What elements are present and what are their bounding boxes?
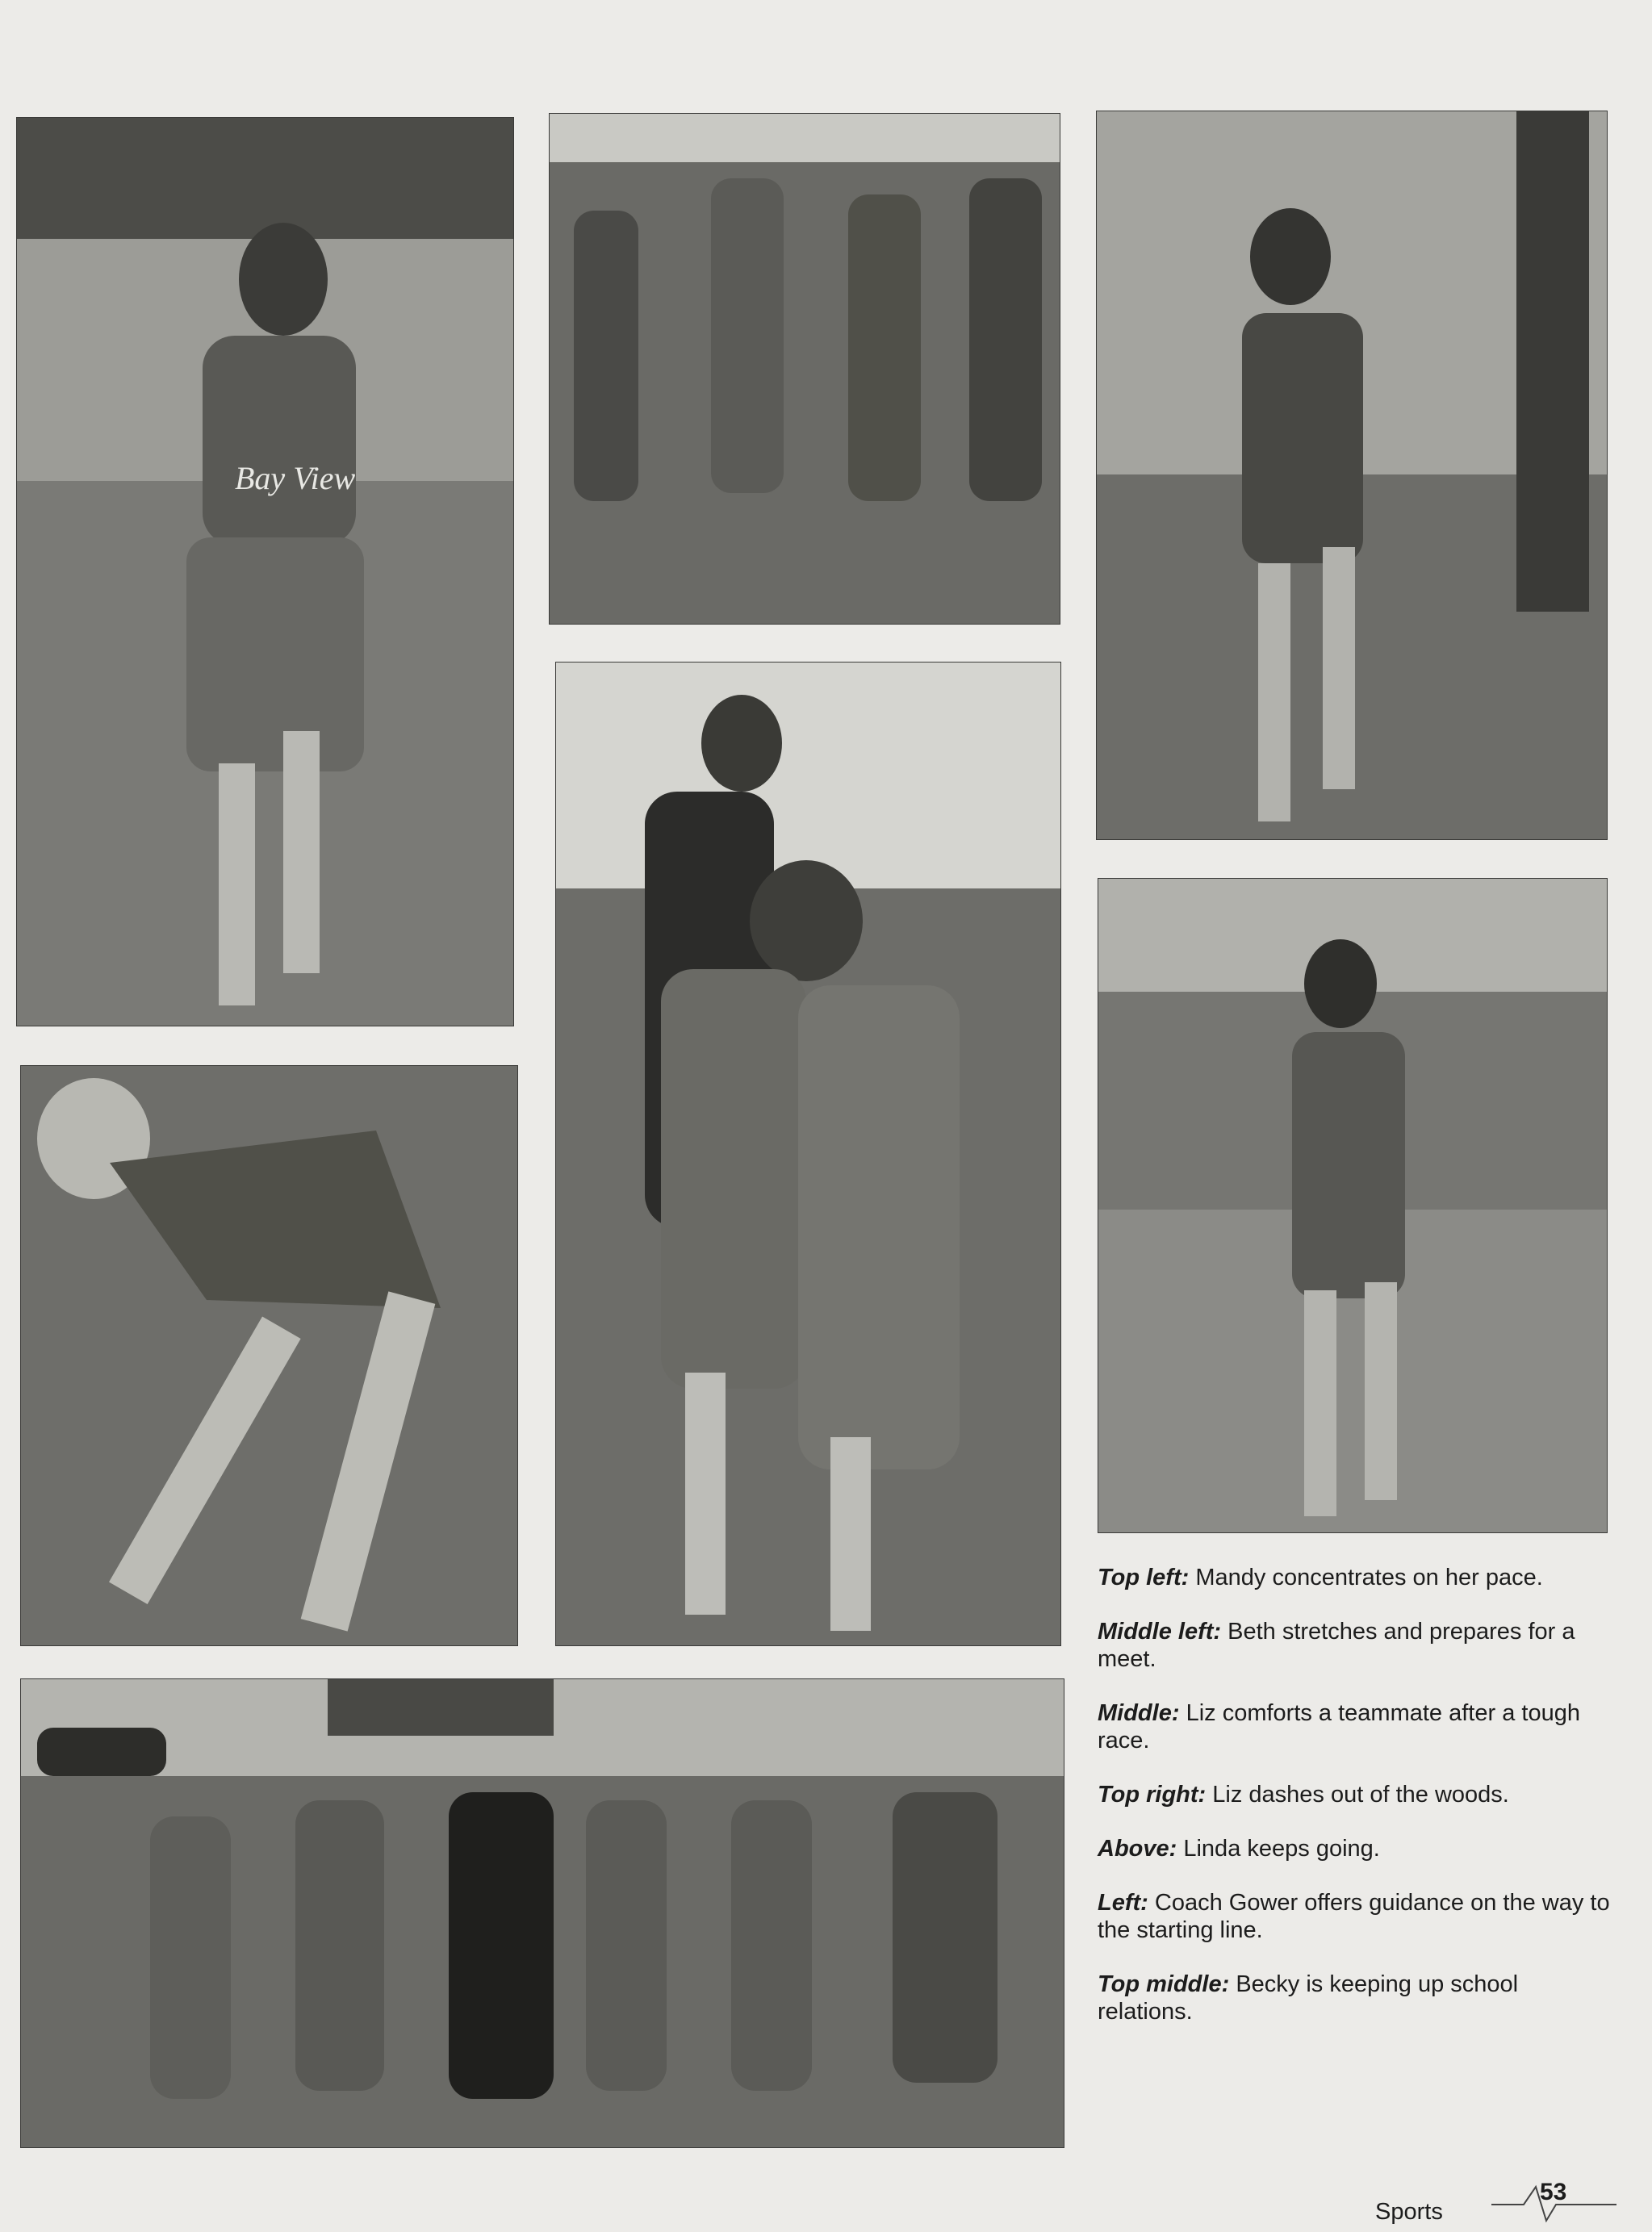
jersey-label: Bay View [235, 460, 356, 496]
caption-above: Above: Linda keeps going. [1098, 1836, 1380, 1862]
footer-section-label: Sports [1375, 2199, 1443, 2225]
photo-top-left-runner [16, 117, 514, 1026]
caption-top-middle: Top middle: Becky is keeping up school relations. [1098, 1971, 1519, 2025]
photo-bottom-team-walk [20, 1678, 1064, 2148]
page-number: 53 [1540, 2179, 1567, 2205]
photo-top-middle-group [549, 113, 1060, 625]
caption-middle-left: Middle left: Beth stretches and prepares for a meet. [1098, 1619, 1575, 1672]
photo-above-runner [1098, 878, 1608, 1533]
photo-middle-comforting [555, 662, 1061, 1646]
caption-left: Left: Coach Gower offers guidance on the way to the starting line. [1098, 1890, 1610, 1943]
caption-top-left: Top left: Mandy concentrates on her pace. [1098, 1565, 1543, 1590]
caption-top-right: Top right: Liz dashes out of the woods. [1098, 1782, 1509, 1808]
photo-middle-left-stretching [20, 1065, 518, 1646]
photo-captions [1098, 1564, 1614, 2052]
photo-top-right-runner [1096, 111, 1608, 840]
caption-middle: Middle: Liz comforts a teammate after a tough race. [1098, 1700, 1580, 1753]
runner-silhouette [17, 118, 513, 1026]
